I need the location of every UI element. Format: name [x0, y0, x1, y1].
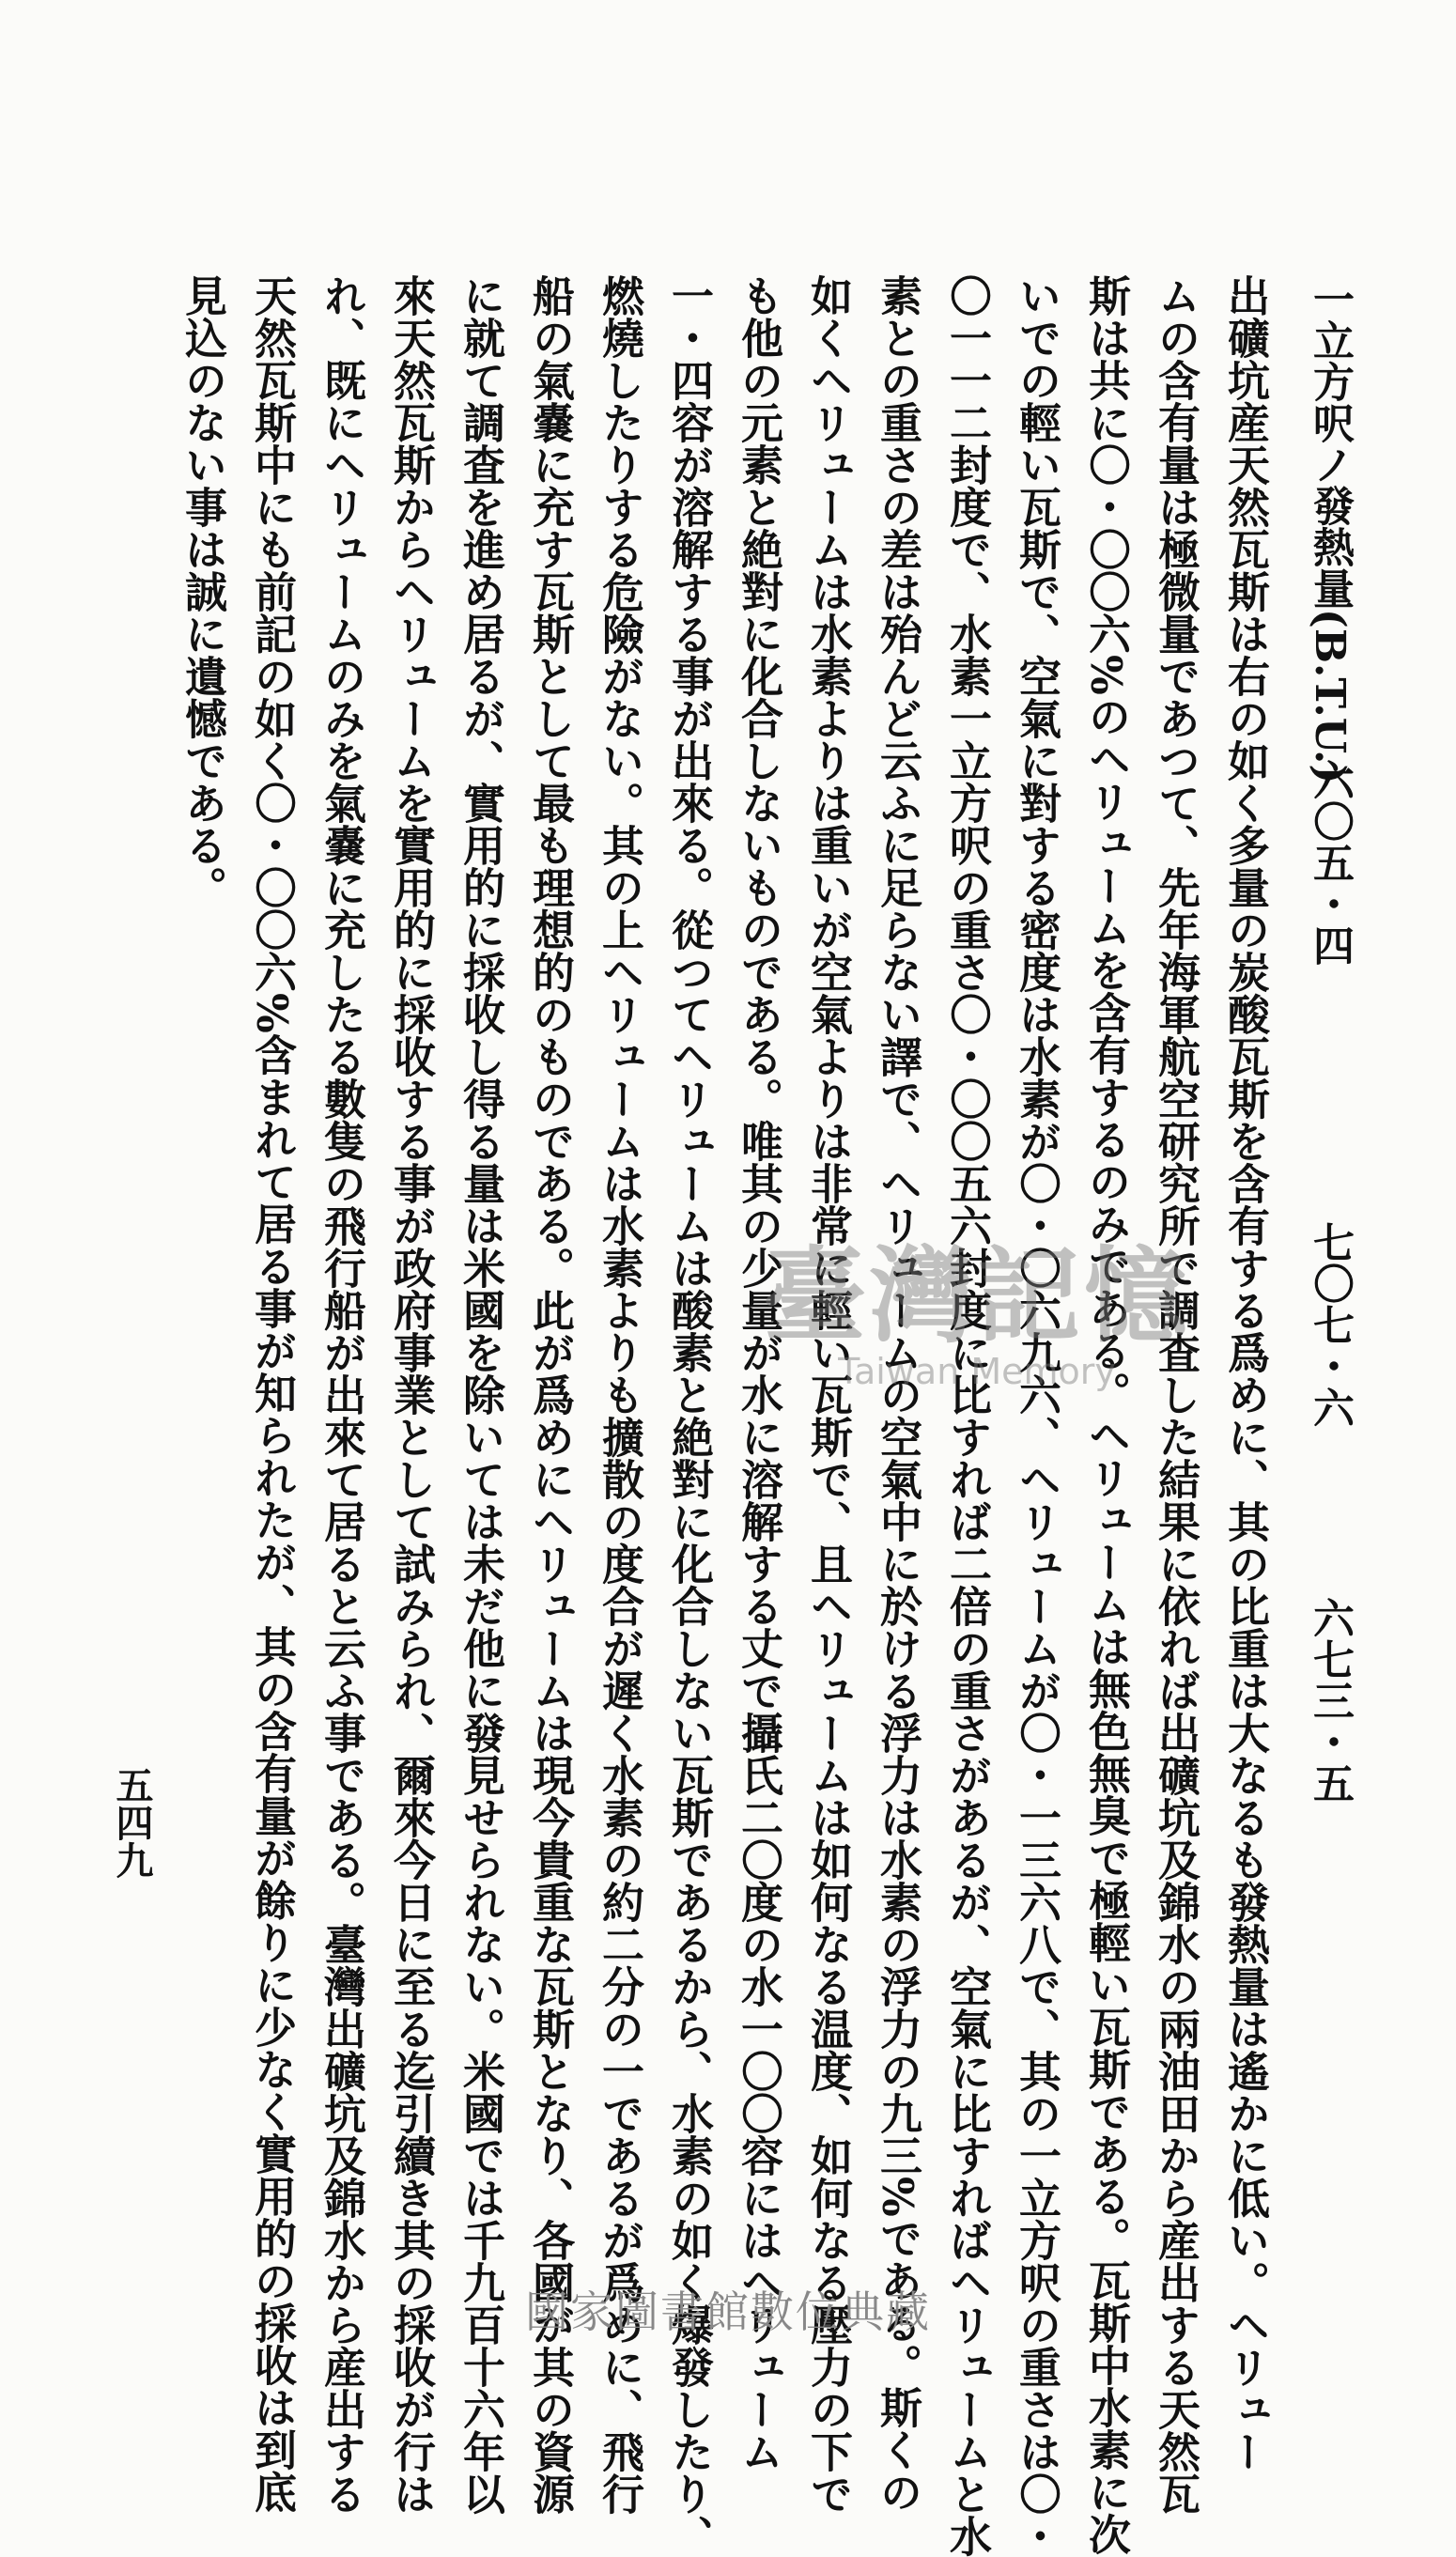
text-column: 素との重さの差は殆んど云ふに足らない譯で、ヘリュームの空氣中に於ける浮力は水素の浮力の九三%である。斯くの [873, 274, 922, 2513]
footer-archive-label: 國家圖書館數位典藏 [525, 2286, 931, 2337]
text-column: 見込のない事は誠に遺憾である。 [178, 274, 227, 908]
header-value-1: 六〇五・四 [1306, 759, 1354, 966]
text-column: 船の氣嚢に充す瓦斯として最も理想的のものである。此が爲めにヘリュームは現今貴重な瓦斯となり、各國が其の資源 [525, 274, 575, 2515]
text-column: 〇一一二封度で、水素一立方呎の重さ〇・〇〇五六封度に比すれば二倍の重さがあるが、空氣に比すればヘリュームと水 [942, 274, 992, 2557]
table-row-header-label: 一立方呎ノ發熱量(B.T.U.) [1306, 278, 1354, 784]
text-column: 出礦坑産天然瓦斯は右の如く多量の炭酸瓦斯を含有する爲めに、其の比重は大なるも發熱量は遙かに低い。ヘリュー [1220, 274, 1270, 2472]
watermark-text: 臺灣記憶 [763, 1235, 1191, 1356]
header-value-2: 七〇七・六 [1306, 1221, 1354, 1428]
header-value-3: 六七三・五 [1306, 1597, 1354, 1804]
text-column: ムの含有量は極微量であつて、先年海軍航空研究所で調査した結果に依れば出礦坑及錦水の兩油田から産出する天然瓦 [1151, 274, 1200, 2515]
page-number: 五四九 [110, 1766, 154, 1879]
text-column: 來天然瓦斯からヘリュームを實用的に採收する事が政府事業として試みられ、爾來今日に至る迄引續き其の採收が行は [386, 274, 436, 2515]
text-column: 斯は共に〇・〇〇六%のヘリュームを含有するのみである。ヘリュームは無色無臭で極輕い瓦斯である。瓦斯中水素に次 [1081, 274, 1131, 2555]
text-column: いでの輕い瓦斯で、空氣に對する密度は水素が〇・〇六九六、ヘリュームが〇・一三六八で、其の一立方呎の重さは〇・ [1012, 274, 1061, 2557]
text-column: に就て調査を進め居るが、實用的に採收し得る量は米國を除いては未だ他に發見せられない。米國では千九百十六年以 [456, 274, 505, 2515]
text-column: 天然瓦斯中にも前記の如く〇・〇〇六%含まれて居る事が知られたが、其の含有量が餘りに少なく實用的の採收は到底 [247, 274, 297, 2513]
text-column: れ、既にヘリュームのみを氣嚢に充したる數隻の飛行船が出來て居ると云ふ事である。臺灣出礦坑及錦水から産出する [317, 274, 366, 2515]
text-column: 一・四容が溶解する事が出來る。從つてヘリュームは酸素と絶對に化合しない瓦斯であるから、水素の如く爆發したり、 [664, 274, 714, 2557]
watermark-subtext: Taiwan Memory [838, 1351, 1116, 1392]
text-column: 如くヘリュームは水素よりは重いが空氣よりは非常に輕い瓦斯で、且ヘリュームは如何なる温度、如何なる壓力の下で [803, 274, 853, 2515]
text-column: 燃燒したりする危險がない。其の上ヘリュームは水素よりも擴散の度合が遲く水素の約二分の一であるが爲めに、飛行 [595, 274, 644, 2515]
text-column: も他の元素と絶對に化合しないものである。唯其の少量が水に溶解する丈で攝氏二〇度の水一〇〇容にはヘリューム [734, 274, 783, 2472]
